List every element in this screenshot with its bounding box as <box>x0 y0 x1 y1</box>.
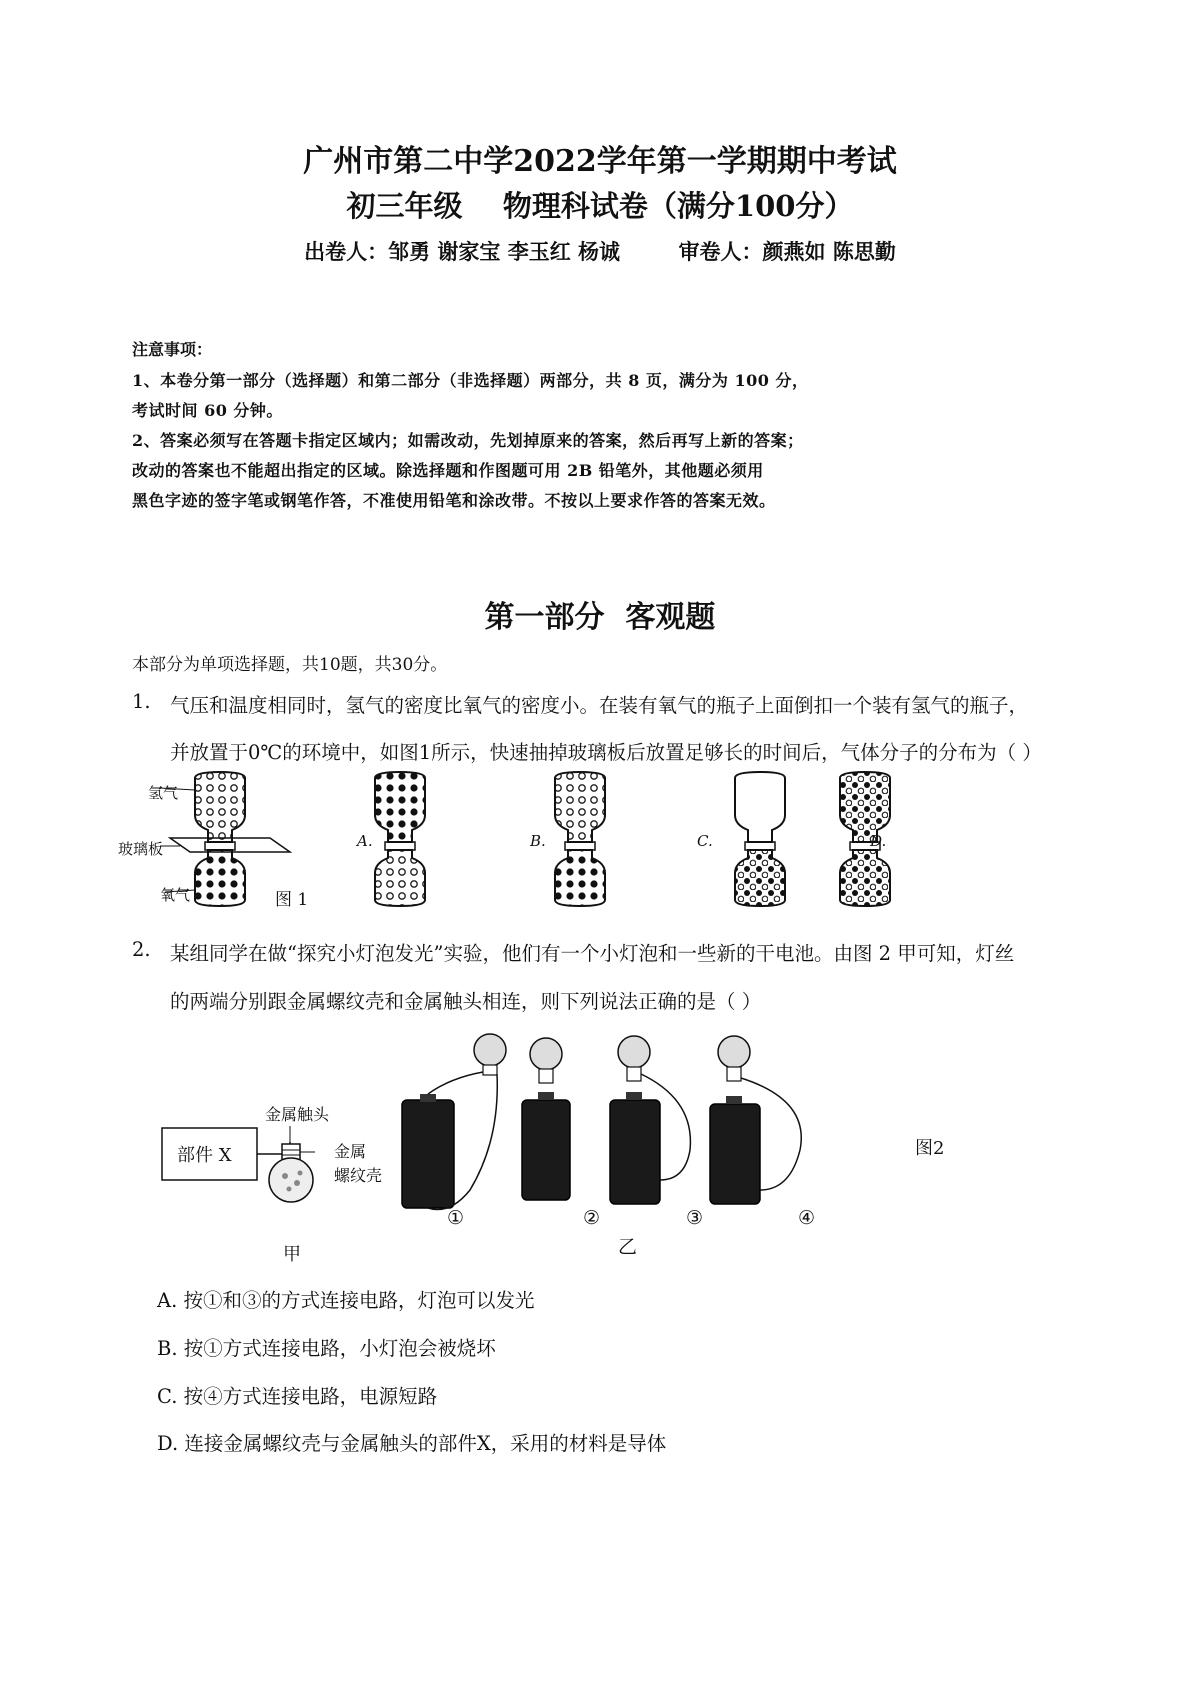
fig2-label-jia: 甲 <box>283 1244 301 1265</box>
fig2-label-part-x: 部件 X <box>177 1145 232 1166</box>
exam-subtitle: 初三年级 物理科试卷（满分100分） <box>346 189 854 223</box>
q2-option-c: C. 按④方式连接电路，电源短路 <box>157 1385 438 1408</box>
bulb-icon <box>269 1158 313 1202</box>
fig1-option-a-bottles <box>375 772 425 906</box>
notice-line: 1、本卷分第一部分（选择题）和第二部分（非选择题）两部分，共 8 页，满分为 100 分， <box>132 371 809 390</box>
fig2-label-contact: 金属触头 <box>265 1105 330 1124</box>
fig2-mark-3: ③ <box>686 1207 704 1229</box>
q2-text-line2: 的两端分别跟金属螺纹壳和金属触头相连，则下列说法正确的是（ ） <box>170 990 762 1013</box>
notice-line: 2、答案必须写在答题卡指定区域内；如需改动，先划掉原来的答案，然后再写上新的答案； <box>132 431 804 450</box>
exam-authors: 出卷人：邹勇 谢家宝 李玉红 杨诚 审卷人：颜燕如 陈思勤 <box>304 239 896 264</box>
exam-title: 广州市第二中学2022学年第一学期期中考试 <box>303 144 897 179</box>
fig2-caption: 图2 <box>915 1138 945 1159</box>
fig2-label-yi: 乙 <box>618 1236 638 1258</box>
fig2-battery-3 <box>610 1036 690 1204</box>
notice-line: 黑色字迹的签字笔或钢笔作答，不准使用铅笔和涂改带。不按以上要求作答的答案无效。 <box>132 491 776 510</box>
fig1-label-oxygen: 氧气 <box>160 886 191 904</box>
notice-heading: 注意事项： <box>132 340 213 359</box>
q1-text-line1: 气压和温度相同时，氢气的密度比氧气的密度小。在装有氧气的瓶子上面倒扣一个装有氢气的瓶子， <box>170 694 1029 717</box>
q2-option-a: A. 按①和③的方式连接电路，灯泡可以发光 <box>157 1289 535 1312</box>
fig2-battery-2 <box>522 1038 570 1200</box>
notice-line: 考试时间 60 分钟。 <box>132 401 283 420</box>
part1-title: 第一部分 客观题 <box>484 600 716 635</box>
fig2-label-shell-1: 金属 <box>334 1142 367 1161</box>
part1-intro: 本部分为单项选择题，共10题，共30分。 <box>132 655 448 675</box>
fig1-caption: 图 1 <box>275 890 309 910</box>
q1-text-line2: 并放置于0℃的环境中，如图1所示，快速抽掉玻璃板后放置足够长的时间后，气体分子的分布为（ ） <box>170 741 1042 764</box>
fig1-option-a-label: A. <box>357 832 373 850</box>
fig2-battery-4 <box>710 1036 801 1204</box>
fig2-label-shell-2: 螺纹壳 <box>334 1166 383 1185</box>
fig2-battery-1 <box>402 1034 506 1210</box>
q1-number: 1. <box>132 690 151 713</box>
fig1-option-b-bottles <box>555 772 605 906</box>
fig1-option-c-label: C. <box>697 832 713 850</box>
fig1-label-glass-plate: 玻璃板 <box>118 840 164 858</box>
figure-2 <box>150 1030 970 1230</box>
fig1-option-b-label: B. <box>530 832 546 850</box>
q2-option-d: D. 连接金属螺纹壳与金属触头的部件X，采用的材料是导体 <box>157 1432 667 1455</box>
fig1-option-c-bottles <box>735 772 785 906</box>
fig1-label-hydrogen: 氢气 <box>148 784 179 802</box>
fig1-option-d-label: D. <box>870 832 887 850</box>
fig2-mark-1: ① <box>447 1207 465 1229</box>
q2-number: 2. <box>132 938 151 961</box>
q2-option-b: B. 按①方式连接电路，小灯泡会被烧坏 <box>157 1337 496 1360</box>
notice-line: 改动的答案也不能超出指定的区域。除选择题和作图题可用 2B 铅笔外，其他题必须用 <box>132 461 764 480</box>
fig2-mark-2: ② <box>583 1207 601 1229</box>
fig2-mark-4: ④ <box>798 1207 816 1229</box>
figure-1 <box>120 770 920 910</box>
q2-text-line1: 某组同学在做“探究小灯泡发光”实验，他们有一个小灯泡和一些新的干电池。由图 2 甲可知，灯丝 <box>170 942 1015 965</box>
